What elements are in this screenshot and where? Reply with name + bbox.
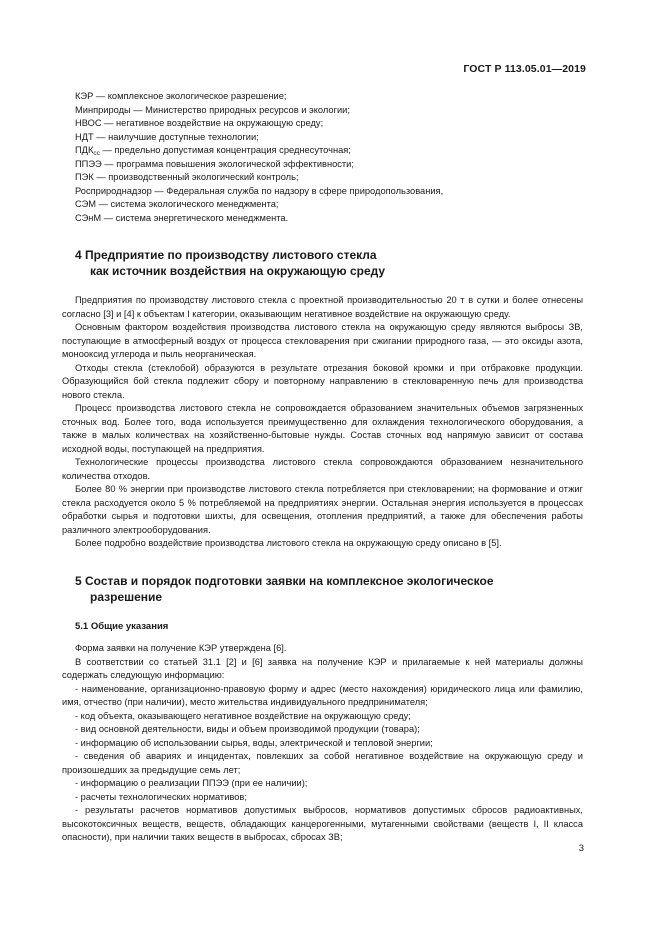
section-4-paragraph: Процесс производства листового стекла не сопровождается образованием значительных объемов загрязненных сточных вод. Более того, вода используется преимущественно для охлаждения технологического оборудования, а также в малых количествах на хозяйственно-бытовые нужды. Состав сточных вод напрямую зависит от состава исходной воды, поступающей на предприятия. bbox=[62, 403, 583, 454]
list-item: - вид основной деятельности, виды и объем производимой продукции (товара); bbox=[75, 724, 420, 734]
section-4-paragraph: Отходы стекла (стеклобой) образуются в результате отрезания боковой кромки и при отбраковке продукции. Образующийся бой стекла подлежит сбору и повторному направлению в стекловаренную печь для производства нового стекла. bbox=[62, 362, 583, 400]
abbreviation-item: КЭР — комплексное экологическое разрешение; bbox=[75, 91, 287, 101]
abbreviation-item: ПЭК — производственный экологический контроль; bbox=[75, 172, 299, 182]
section-4-paragraph: Технологические процессы производства листового стекла сопровождаются образованием незначительного количества отходов. bbox=[62, 457, 583, 481]
abbreviation-list bbox=[75, 90, 583, 225]
abbreviation-item: Росприроднадзор — Федеральная служба по надзору в сфере природопользования, bbox=[75, 185, 444, 196]
section-5-heading: 5 Состав и порядок подготовки заявки на комплексное экологическое разрешение bbox=[75, 573, 494, 604]
section-5-paragraph: Форма заявки на получение КЭР утверждена [6]. bbox=[75, 643, 287, 653]
abbreviation-item: НДТ — наилучшие доступные технологии; bbox=[75, 131, 259, 142]
subsection-5-1-heading: 5.1 Общие указания bbox=[75, 620, 169, 632]
abbreviation-item: Минприроды — Министерство природных ресурсов и экологии; bbox=[75, 104, 350, 115]
list-item: - информацию об использовании сырья, воды, электрической и тепловой энергии; bbox=[75, 737, 433, 748]
abbreviation-item: НВОС — негативное воздействие на окружающую среду; bbox=[75, 118, 324, 128]
list-item: - результаты расчетов нормативов допустимых выбросов, нормативов допустимых сбросов радиоактивных, высокотоксичных веществ, веществ, обладающих канцерогенными, мутагенными свойствами (веществ I, II класса опасности), при наличии таких веществ в выбросах, сбросах ЗВ; bbox=[62, 805, 583, 842]
page-body bbox=[62, 90, 583, 845]
section-4-heading: 4 Предприятие по производству листового стекла как источник воздействия на окружающую среду bbox=[75, 248, 386, 278]
list-item: - наименование, организационно-правовую форму и адрес (место нахождения) юридического лица или фамилию, имя, отчество (при наличии), место жительства индивидуального предпринимателя; bbox=[62, 683, 583, 707]
section-5-paragraph: В соответствии со статьей 31.1 [2] и [6] заявка на получение КЭР и прилагаемые к ней материалы должны содержать следующую информацию: bbox=[62, 656, 583, 680]
list-item: - код объекта, оказывающего негативное воздействие на окружающую среду; bbox=[75, 710, 411, 721]
list-item: - информацию о реализации ППЭЭ (при ее наличии); bbox=[75, 778, 308, 788]
section-4-paragraph: Более подробно воздействие производства листового стекла на окружающую среду описано в [5]. bbox=[75, 538, 502, 548]
abbreviation-item: $ПДК_{сс}$ — предельно допустимая концентрация среднесуточная; bbox=[75, 145, 351, 157]
abbreviation-item: СЭнМ — система энергетического менеджмента. bbox=[75, 212, 289, 223]
section-4-paragraph: Предприятия по производству листового стекла с проектной производительностью 20 т в сутки и более отнесены согласно [3] и [4] к объектам I категории, оказывающим негативное воздействие на окружающую среду. bbox=[62, 295, 583, 319]
abbreviation-item: ППЭЭ — программа повышения экологической эффективности; bbox=[75, 158, 354, 169]
section-4-paragraph: Основным фактором воздействия производства листового стекла на окружающую среду являются выбросы ЗВ, поступающие в атмосферный воздух от процесса стекловарения при сжигании природного газа, — это оксиды азота, монооксид углерода и пыль неорганическая. bbox=[62, 322, 583, 359]
page-number: 3 bbox=[578, 843, 584, 854]
document-header: ГОСТ Р 113.05.01—2019 bbox=[463, 63, 586, 75]
list-item: - сведения об авариях и инцидентах, повлекших за собой негативное воздействие на окружающую среду и произошедших за предыдущие семь лет; bbox=[62, 751, 583, 775]
list-item: - расчеты технологических нормативов; bbox=[75, 791, 247, 802]
section-4-paragraph: Более 80 % энергии при производстве листового стекла потребляется при стекловарении; на формование и отжиг стекла расходуется около 5 % потребляемой на предприятиях энергии. Остальная энергия используется в процессах обработки сырья и подготовки шихты, для освещения, отопления предприятий, а также для обеспечения работы различного электрооборудования. bbox=[62, 484, 583, 535]
abbreviation-item: СЭМ — система экологического менеджмента; bbox=[75, 199, 279, 209]
